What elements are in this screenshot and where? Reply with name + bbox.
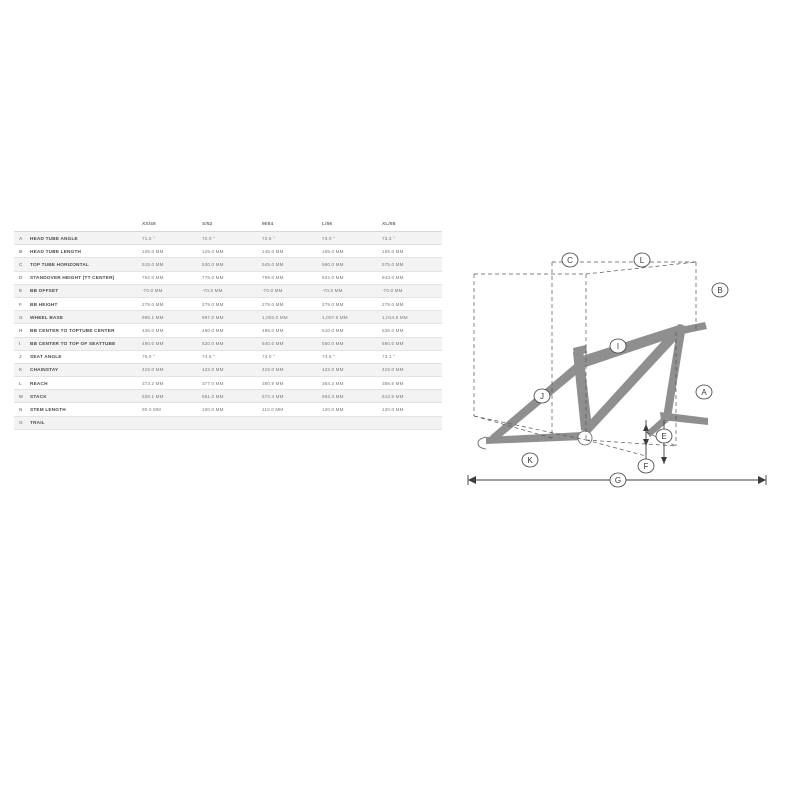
callout-e-label: E: [661, 432, 667, 441]
callout-a: [696, 385, 712, 399]
cell-xl58: 1,014.8 MM: [382, 311, 442, 324]
cell-l56: 73.5 °: [322, 350, 382, 363]
row-label: WHEEL BASE: [30, 311, 142, 324]
row-key: E: [14, 284, 30, 297]
cell-m54: 799.0 MM: [262, 271, 322, 284]
cell-xl58: 73.3 °: [382, 232, 442, 245]
cell-m54: 279.0 MM: [262, 297, 322, 310]
cell-xl58: [382, 416, 442, 429]
cell-xs49: 422.0 MM: [142, 363, 202, 376]
cell-xl58: 613.6 MM: [382, 390, 442, 403]
geometry-table-container: [14, 218, 442, 430]
row-label: REACH: [30, 377, 142, 390]
row-key: D: [14, 271, 30, 284]
cell-m54: [262, 416, 322, 429]
row-label: TOP TUBE HORIZONTAL: [30, 258, 142, 271]
cell-l56: 822.0 MM: [322, 271, 382, 284]
table-row: [14, 324, 442, 337]
cell-l56: 384.3 MM: [322, 377, 382, 390]
row-label: HEAD TUBE ANGLE: [30, 232, 142, 245]
cell-xs49: 373.2 MM: [142, 377, 202, 390]
callout-f: [638, 459, 654, 473]
cell-l56: 560.0 MM: [322, 337, 382, 350]
callout-j: [534, 389, 550, 403]
cell-m54: 422.0 MM: [262, 363, 322, 376]
cell-xl58: -70.0 MM: [382, 284, 442, 297]
cell-s52: 997.0 MM: [202, 311, 262, 324]
callout-l-label: L: [639, 256, 645, 265]
table-row: [14, 350, 442, 363]
geometry-table: [14, 218, 442, 430]
cell-l56: 422.0 MM: [322, 363, 382, 376]
cell-s52: [202, 416, 262, 429]
cell-xs49: 105.0 MM: [142, 245, 202, 258]
col-head-l56: L/56: [322, 218, 382, 232]
row-key: B: [14, 245, 30, 258]
cell-l56: 73.0 °: [322, 232, 382, 245]
callout-e: [656, 429, 672, 443]
table-row: [14, 297, 442, 310]
callout-a-label: A: [701, 388, 707, 397]
table-row: [14, 377, 442, 390]
cell-s52: 520.0 MM: [202, 337, 262, 350]
cell-l56: [322, 416, 382, 429]
cell-s52: 74.5 °: [202, 350, 262, 363]
cell-s52: 72.0 °: [202, 232, 262, 245]
table-row: [14, 258, 442, 271]
cell-m54: 540.0 MM: [262, 337, 322, 350]
col-head-m54: M/54: [262, 218, 322, 232]
cell-l56: 1,007.5 MM: [322, 311, 382, 324]
callout-f-label: F: [643, 462, 649, 471]
cell-l56: 510.0 MM: [322, 324, 382, 337]
cell-xs49: 528.1 MM: [142, 390, 202, 403]
cell-xs49: [142, 416, 202, 429]
cell-m54: 72.5 °: [262, 232, 322, 245]
callout-c-label: C: [567, 256, 573, 265]
table-row: [14, 232, 442, 245]
cell-xs49: 752.0 MM: [142, 271, 202, 284]
cell-xs49: 515.0 MM: [142, 258, 202, 271]
row-label: BB HEIGHT: [30, 297, 142, 310]
row-label: BB CENTER TO TOPTUBE CENTER: [30, 324, 142, 337]
col-head-key: [14, 218, 30, 232]
col-head-xs49: XS/49: [142, 218, 202, 232]
cell-l56: 560.0 MM: [322, 258, 382, 271]
geometry-table-body: [14, 232, 442, 430]
cell-m54: 545.0 MM: [262, 258, 322, 271]
col-head-s52: S/52: [202, 218, 262, 232]
cell-xs49: 435.0 MM: [142, 324, 202, 337]
callout-markers: [522, 253, 728, 487]
cell-xl58: 580.0 MM: [382, 337, 442, 350]
cell-s52: 776.0 MM: [202, 271, 262, 284]
table-row: [14, 245, 442, 258]
cell-xl58: 843.0 MM: [382, 271, 442, 284]
callout-k: [522, 453, 538, 467]
cell-xs49: 90.0 MM: [142, 403, 202, 416]
cell-m54: -70.0 MM: [262, 284, 322, 297]
col-head-xl58: XL/58: [382, 218, 442, 232]
cell-xs49: 490.0 MM: [142, 337, 202, 350]
row-key: A: [14, 232, 30, 245]
cell-l56: 279.0 MM: [322, 297, 382, 310]
row-label: HEAD TUBE LENGTH: [30, 245, 142, 258]
cell-xs49: 75.0 °: [142, 350, 202, 363]
cell-m54: 380.9 MM: [262, 377, 322, 390]
cell-m54: 145.0 MM: [262, 245, 322, 258]
cell-xl58: 120.0 MM: [382, 403, 442, 416]
cell-s52: 125.0 MM: [202, 245, 262, 258]
row-key: G: [14, 311, 30, 324]
callout-g-label: G: [614, 476, 622, 485]
row-label: CHAINSTAY: [30, 363, 142, 376]
row-label: SEAT ANGLE: [30, 350, 142, 363]
row-key: K: [14, 363, 30, 376]
row-key: I: [14, 337, 30, 350]
callout-k-label: K: [527, 456, 533, 465]
cell-l56: 165.0 MM: [322, 245, 382, 258]
cell-xl58: 535.0 MM: [382, 324, 442, 337]
callout-g: [610, 473, 626, 487]
cell-s52: 377.0 MM: [202, 377, 262, 390]
cell-l56: 120.0 MM: [322, 403, 382, 416]
cell-m54: 485.0 MM: [262, 324, 322, 337]
row-key: C: [14, 258, 30, 271]
row-label: STEM LENGTH: [30, 403, 142, 416]
row-label: STANDOVER HEIGHT (TT CENTER): [30, 271, 142, 284]
callout-b: [712, 283, 728, 297]
row-key: N: [14, 403, 30, 416]
cell-xl58: 388.6 MM: [382, 377, 442, 390]
cell-m54: 1,002.0 MM: [262, 311, 322, 324]
row-label: STACK: [30, 390, 142, 403]
cell-xl58: 575.0 MM: [382, 258, 442, 271]
table-row: [14, 363, 442, 376]
callout-i-label: I: [616, 342, 620, 351]
cell-l56: 593.3 MM: [322, 390, 382, 403]
table-row: [14, 416, 442, 429]
cell-s52: 279.0 MM: [202, 297, 262, 310]
cell-m54: 110.0 MM: [262, 403, 322, 416]
row-key: M: [14, 390, 30, 403]
bike-geometry-diagram: [450, 232, 786, 512]
cell-m54: 74.0 °: [262, 350, 322, 363]
row-key: J: [14, 350, 30, 363]
cell-l56: -70.0 MM: [322, 284, 382, 297]
row-label: TRAIL: [30, 416, 142, 429]
row-key: O: [14, 416, 30, 429]
cell-xl58: 279.0 MM: [382, 297, 442, 310]
row-label: BB OFFSET: [30, 284, 142, 297]
cell-xl58: 422.0 MM: [382, 363, 442, 376]
callout-b-label: B: [717, 286, 723, 295]
geometry-table-head: [14, 218, 442, 232]
cell-xl58: 185.0 MM: [382, 245, 442, 258]
cell-s52: 422.0 MM: [202, 363, 262, 376]
table-row: [14, 271, 442, 284]
callout-l: [634, 253, 650, 267]
cell-s52: 100.0 MM: [202, 403, 262, 416]
cell-s52: 551.0 MM: [202, 390, 262, 403]
col-head-label: [30, 218, 142, 232]
cell-s52: 460.0 MM: [202, 324, 262, 337]
table-row: [14, 390, 442, 403]
cell-xs49: -70.0 MM: [142, 284, 202, 297]
callout-i: [610, 339, 626, 353]
table-row: [14, 337, 442, 350]
table-header-row: [14, 218, 442, 232]
row-label: BB CENTER TO TOP OF SEATTUBE: [30, 337, 142, 350]
cell-xs49: 279.0 MM: [142, 297, 202, 310]
cell-xl58: 73.1 °: [382, 350, 442, 363]
cell-s52: -70.0 MM: [202, 284, 262, 297]
row-key: H: [14, 324, 30, 337]
frame-silhouette: [486, 322, 708, 444]
row-key: L: [14, 377, 30, 390]
callout-c: [562, 253, 578, 267]
table-row: [14, 311, 442, 324]
cell-m54: 572.4 MM: [262, 390, 322, 403]
cell-s52: 530.0 MM: [202, 258, 262, 271]
table-row: [14, 403, 442, 416]
row-key: F: [14, 297, 30, 310]
table-row: [14, 284, 442, 297]
callout-j-label: J: [540, 392, 544, 401]
cell-xs49: 71.0 °: [142, 232, 202, 245]
cell-xs49: 995.1 MM: [142, 311, 202, 324]
